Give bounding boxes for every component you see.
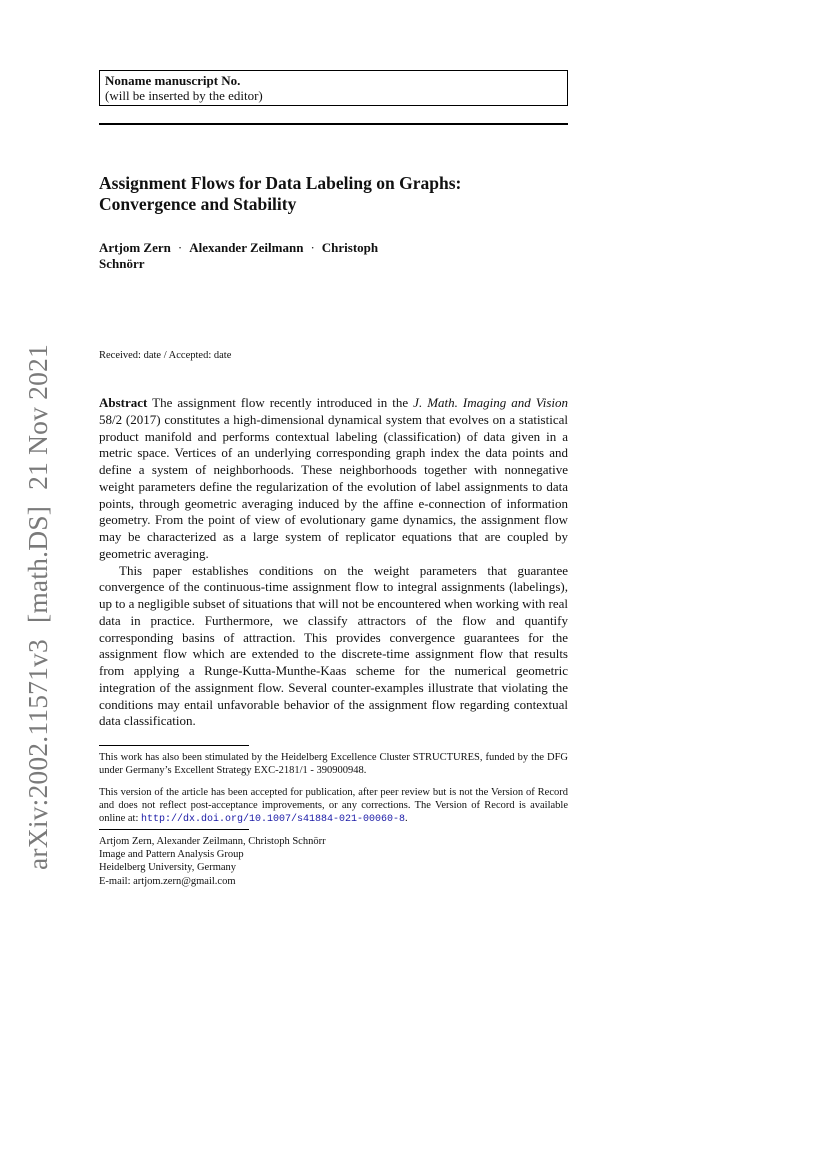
author-address xyxy=(99,835,568,888)
address-names: Artjom Zern, Alexander Zeilmann, Christoph Schnörr xyxy=(99,836,326,847)
abstract-label: Abstract xyxy=(99,395,148,410)
footnote-version-text: This version of the article has been accepted for publication, after peer review but is not the Version of Record and does not reflect post-acceptance improvements, or any corrections. The Version of Record is available online at: xyxy=(99,787,568,825)
title-line-2: Convergence and Stability xyxy=(99,194,297,214)
author-list xyxy=(99,240,568,272)
arxiv-stamp xyxy=(24,344,52,870)
abstract-text: The assignment flow recently introduced in the xyxy=(147,395,414,410)
author-name-continued: Schnörr xyxy=(99,256,145,271)
author-name: Christoph xyxy=(321,240,379,255)
footnote-version xyxy=(99,786,568,826)
footnote-rule xyxy=(99,745,249,746)
abstract-paragraph-1 xyxy=(99,395,568,563)
footnote-funding: This work has also been stimulated by the Heidelberg Excellence Cluster STRUCTURES, funded by the DFG under Germany’s Excellent Strategy EXC-2181/1 - 390900948. xyxy=(99,752,568,777)
address-rule xyxy=(99,829,249,830)
arxiv-category: [math.DS] xyxy=(22,505,53,624)
author-separator: · xyxy=(310,240,315,255)
abstract xyxy=(99,395,568,730)
arxiv-id: arXiv:2002.11571v3 xyxy=(22,639,53,870)
journal-name: J. Math. Imaging and Vision xyxy=(413,395,568,410)
header-rule xyxy=(99,123,568,125)
paper-title xyxy=(99,173,568,215)
manuscript-number: Noname manuscript No. xyxy=(105,73,241,88)
author-name: Artjom Zern xyxy=(99,240,171,255)
author-name: Alexander Zeilmann xyxy=(189,240,304,255)
footnote-version-end: . xyxy=(405,813,408,825)
doi-link[interactable]: http://dx.doi.org/10.1007/s41884-021-00060-8 xyxy=(141,814,406,826)
author-separator: · xyxy=(177,240,183,255)
arxiv-date: 21 Nov 2021 xyxy=(22,344,53,490)
received-date: Received: date / Accepted: date xyxy=(99,350,232,361)
manuscript-box xyxy=(99,70,568,106)
address-email: E-mail: artjom.zern@gmail.com xyxy=(99,875,236,887)
title-line-1: Assignment Flows for Data Labeling on Graphs: xyxy=(99,173,462,193)
manuscript-note: (will be inserted by the editor) xyxy=(105,88,263,103)
address-university: Heidelberg University, Germany xyxy=(99,862,237,874)
address-group: Image and Pattern Analysis Group xyxy=(99,849,244,861)
abstract-paragraph-2: This paper establishes conditions on the weight parameters that guarantee convergence of the continuous-time assignment flow to integral assignments (labelings), up to a negligible subset of situations that will not be encountered when working with real data in practice. Furthermore, we classify attractors of the flow and quantify corresponding basins of attraction. This provides convergence guarantees for the assignment flow which are extended to the discrete-time assignment flow that results from applying a Runge-Kutta-Munthe-Kaas scheme for the numerical geometric integration of the assignment flow. Several counter-examples illustrate that violating the conditions may entail unfavorable behavior of the assignment flow regarding contextual data classification. xyxy=(99,562,568,729)
abstract-text: 58/2 (2017) constitutes a high-dimensional dynamical system that evolves on a statistical product manifold and performs contextual labeling (classification) of data given in a metric space. Vertices of an underlying corresponding graph index the data points and define a system of neighborhoods. These neighborhoods together with nonnegative weight parameters define the regularization of the evolution of label assignments to data points, through geometric averaging induced by the affine e-connection of information geometry. From the point of view of evolutionary game dynamics, the assignment flow may be characterized as a large system of replicator equations that are coupled by geometric averaging. xyxy=(99,411,568,561)
